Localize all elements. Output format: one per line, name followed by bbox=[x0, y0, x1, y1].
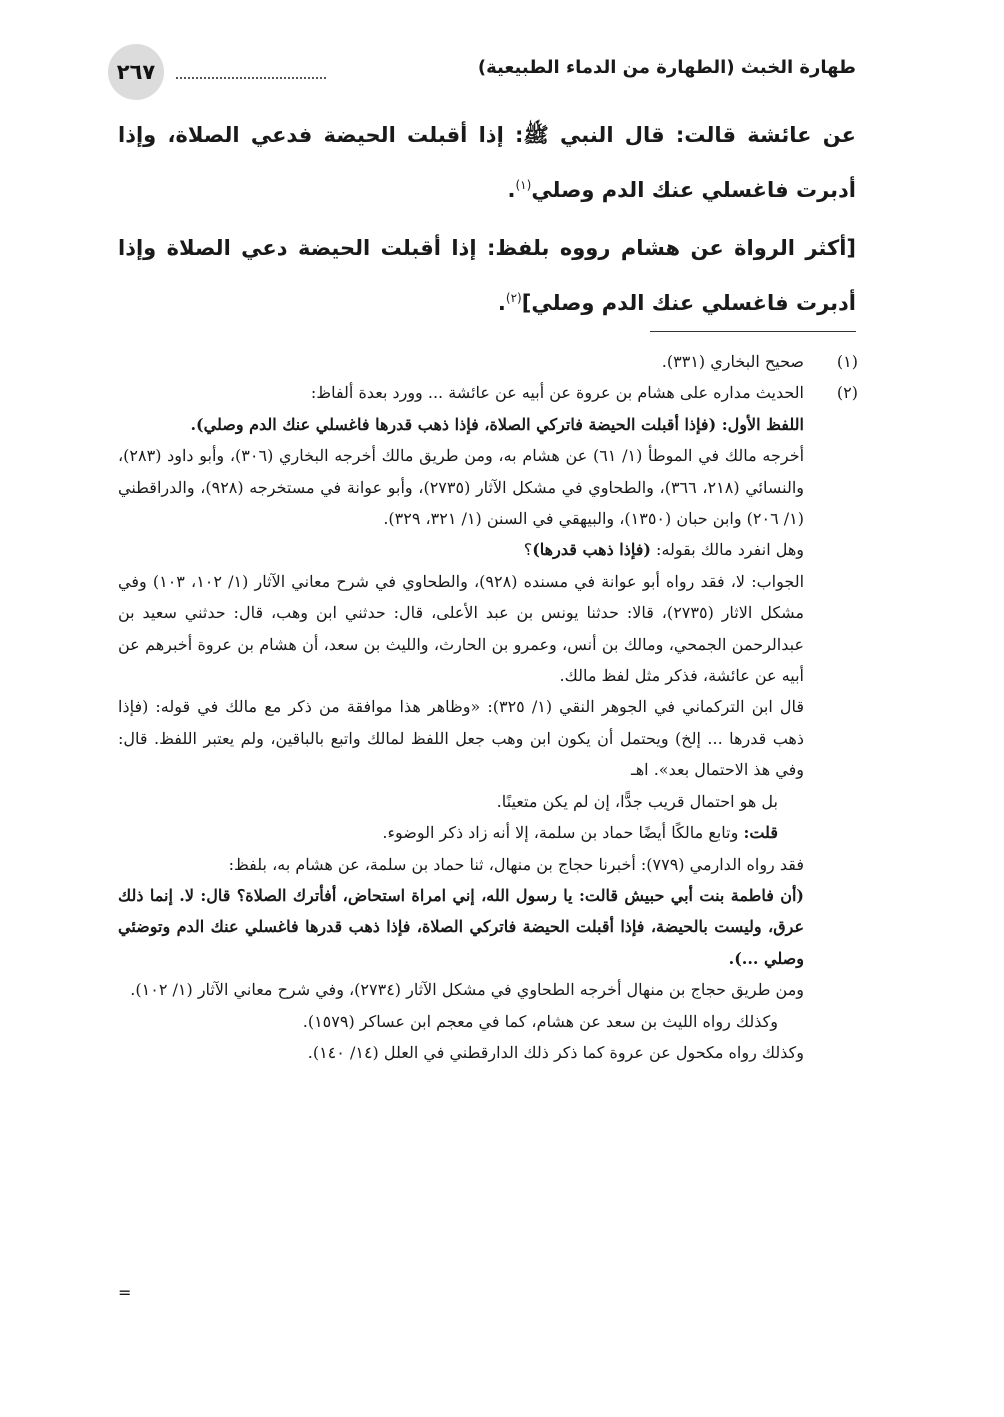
running-title: طهارة الخبث (الطهارة من الدماء الطبيعية) bbox=[477, 57, 856, 78]
question-prefix: وهل انفرد مالك بقوله: bbox=[650, 540, 804, 560]
qultu-label: قلت: bbox=[743, 823, 778, 843]
footnote-2-question bbox=[118, 534, 804, 565]
page-header bbox=[108, 44, 856, 100]
footnote-2-hajjaj: ومن طريق حجاج بن منهال أخرجه الطحاوي في مشكل الآثار (٢٧٣٤)، وفي شرح معاني الآثار (١/ ١٠٢). bbox=[130, 980, 804, 1000]
question-end: ؟ bbox=[523, 540, 533, 560]
footnote-2-darimi: فقد رواه الدارمي (٧٧٩): أخبرنا حجاج بن منهال، ثنا حماد بن سلمة، عن هشام به، بلفظ: bbox=[228, 854, 804, 874]
footnote-2-qultu bbox=[118, 817, 778, 848]
main-paragraph-2-text: [أكثر الرواة عن هشام رووه بلفظ: إذا أقبلت الحيضة دعي الصلاة وإذا أدبرت فاغسلي عنك الدم وصلي] bbox=[118, 236, 856, 315]
footnote-2-darimi-quote: (أن فاطمة بنت أبي حبيش قالت: يا رسول الله، إني امراة استحاض، أفأترك الصلاة؟ قال: لا. إنما ذلك عرق، وليست بالحيضة، فإذا أقبلت الحيضة فاتركي الصلاة، فإذا ذهب قدرها فاغسلي عنك الدم وتوضئي وصلي ...). bbox=[118, 885, 804, 968]
footnote-1-number: (١) bbox=[836, 352, 858, 371]
main-paragraph-2 bbox=[118, 221, 856, 331]
footnote-2 bbox=[118, 377, 858, 408]
footnote-2-answer: الجواب: لا، فقد رواه أبو عوانة في مسنده (٩٢٨)، والطحاوي في شرح معاني الآثار (١/ ١٠٢، ١٠٣) وفي مشكل الاثار (٢٧٣٥)، قالا: حدثنا يونس بن عبد الأعلى، قال: حدثني ابن وهب، قال: حدثني سعيد بن عبدالرحمن الجمحي، ومالك بن أنس، وعمرو بن الحارث، والليث بن سعد، أن هشام بن عروة أخبرهم عن أبيه عن عائشة، فذكر مثل لفظ مالك. bbox=[118, 571, 805, 686]
footnote-1-text: صحيح البخاري (٣٣١). bbox=[661, 352, 804, 371]
footnote-2-makhul: وكذلك رواه مكحول عن عروة كما ذكر ذلك الدارقطني في العلل (١٤/ ١٤٠). bbox=[307, 1042, 804, 1062]
question-bold: (فإذا ذهب قدرها) bbox=[532, 540, 651, 560]
footnote-ref-2[interactable]: (٢) bbox=[505, 291, 522, 305]
main-paragraph-1 bbox=[118, 108, 856, 218]
footnote-1 bbox=[118, 346, 858, 377]
footnote-2-takhrij: أخرجه مالك في الموطأ (١/ ٦١) عن هشام به، ومن طريق مالك أخرجه البخاري (٣٠٦)، وأبو داود (٢٨٣)، والنسائي (٢١٨، ٣٦٦)، والطحاوي في مشكل الآثار (٢٧٣٥)، وأبو عوانة في مستخرجه (٩٢٨)، والدراقطني (١/ ٢٠٦) وابن حبان (١٣٥٠)، والبيهقي في السنن (١/ ٣٢١، ٣٢٩). bbox=[118, 446, 805, 529]
page-number: ٢٦٧ bbox=[108, 44, 164, 100]
qultu-text: وتابع مالكًا أيضًا حماد بن سلمة، إلا أنه زاد ذكر الوضوء. bbox=[382, 823, 744, 843]
footnote-2-opinion: بل هو احتمال قريب جدًّا، إن لم يكن متعينًا. bbox=[496, 791, 778, 811]
continuation-mark: = bbox=[118, 1283, 132, 1302]
footnote-2-layth: وكذلك رواه الليث بن سعد عن هشام، كما في معجم ابن عساكر (١٥٧٩). bbox=[302, 1011, 778, 1031]
footnote-separator bbox=[650, 331, 856, 332]
header-dotted-leader bbox=[176, 77, 326, 79]
footnote-2-first-wording: اللفظ الأول: (فإذا أقبلت الحيضة فاتركي الصلاة، فإذا ذهب قدرها فاغسلي عنك الدم وصلي). bbox=[190, 414, 804, 434]
footnote-2-number: (٢) bbox=[836, 383, 858, 403]
footnote-ref-1[interactable]: (١) bbox=[515, 178, 532, 192]
main-paragraph-2-end: . bbox=[497, 291, 506, 315]
main-paragraph-1-text: عن عائشة قالت: قال النبي ﷺ: إذا أقبلت الحيضة فدعي الصلاة، وإذا أدبرت فاغسلي عنك الدم وصلي bbox=[118, 123, 856, 202]
footnote-2-turkmani: قال ابن التركماني في الجوهر النقي (١/ ٣٢٥): «وظاهر هذا موافقة من ذكر مع مالك في قوله: (فإذا ذهب قدرها ... إلخ) ويحتمل أن يكون ابن وهب جعل اللفظ لمالك واتبع بالباقين، ولم يعتبر اللفظ. قال: وفي هذ الاحتمال بعد». اهـ bbox=[118, 697, 804, 780]
footnote-2-intro: الحديث مداره على هشام بن عروة عن أبيه عن عائشة ... وورد بعدة ألفاظ: bbox=[310, 383, 804, 403]
main-text bbox=[118, 108, 856, 334]
main-paragraph-1-end: . bbox=[507, 178, 516, 202]
footnotes bbox=[118, 346, 858, 1068]
